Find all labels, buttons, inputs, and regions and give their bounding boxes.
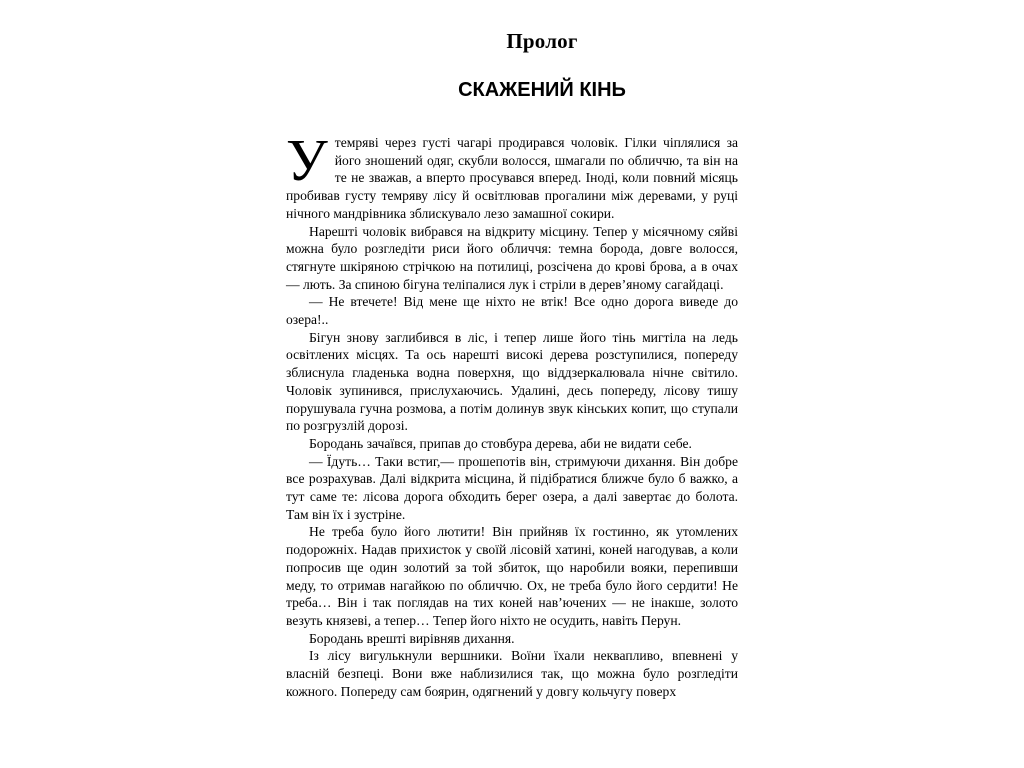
paragraph-4: Бігун знову заглибився в ліс, і тепер лише його тінь мигтіла на ледь освітлених місцях. Та ось нарешті високі дерева розступилися, попереду зблиснула гладенька водна поверхня, що віддзеркалювала нічне світило. Чоловік зупинився, прислухаючись. Удалині, десь попереду, лісову тишу порушувала гучна розмова, а потім долинув звук кінських копит, що ступали по розгрузлій дорозі. bbox=[286, 329, 738, 434]
paragraph-1-text: темряві через густі чагарі продирався чоловік. Гілки чіплялися за його зношений одяг, скубли волосся, шмагали по обличчю, та він на те не зважав, а вперто просувався вперед. Іноді, коли повний місяць пробивав густу темряву лісу й освітлював прогалини між деревами, у руці нічного мандрівника зблискувало лезо замашної сокири. bbox=[286, 135, 738, 221]
paragraph-5: Бородань зачаївся, припав до стовбура дерева, аби не видати себе. bbox=[309, 435, 692, 451]
paragraph-2: Нарешті чоловік вибрався на відкриту місцину. Тепер у місячному сяйві можна було розгледіти риси його обличчя: темна борода, довге волосся, стягнуте шкіряною стрічкою на потилиці, розсічена до крові брова, а в очах — лють. За спиною бігуна теліпалися лук і стріли в дерев’яному сагайдаці. bbox=[286, 223, 738, 292]
chapter-title: СКАЖЕНИЙ КІНЬ bbox=[458, 79, 626, 101]
paragraph-7: Не треба було його лютити! Він прийняв їх гостинно, як утомлених подорожніх. Надав прихисток у своїй лісовій хатині, коней нагодував, а коли попросив ще один золотий за той збиток, що наробили вояки, перепивши меду, то отримав нагайкою по обличчю. Ох, не треба було його сердити! Не треба… Він і так поглядав на тих коней нав’ючених — не інакше, золото везуть князеві, а тепер… Тепер його ніхто не осудить, навіть Перун. bbox=[286, 524, 738, 628]
prologue-title: Пролог bbox=[506, 29, 578, 53]
body-text bbox=[286, 127, 738, 701]
drop-cap: У bbox=[286, 127, 328, 193]
paragraph-9: Із лісу вигулькнули вершники. Воїни їхали неквапливо, впевнені у власній безпеці. Вони вже наблизилися так, що можна було розгледіти кожного. Попереду сам боярин, одягнений у довгу кольчугу поверх bbox=[286, 648, 738, 699]
paragraph-6: — Їдуть… Таки встиг,— прошепотів він, стримуючи дихання. Він добре все розрахував. Далі відкрита місцина, й підібратися ближче було б важко, а тут саме те: лісова дорога обходить берег озера, а далі завертає до болота. Там він їх і зустріне. bbox=[286, 453, 738, 522]
paragraph-8: Бородань врешті вирівняв дихання. bbox=[309, 630, 515, 646]
paragraph-3: — Не втечете! Від мене ще ніхто не втік! Все одно дорога виведе до озера!.. bbox=[286, 294, 738, 328]
paragraph-1 bbox=[286, 127, 738, 223]
